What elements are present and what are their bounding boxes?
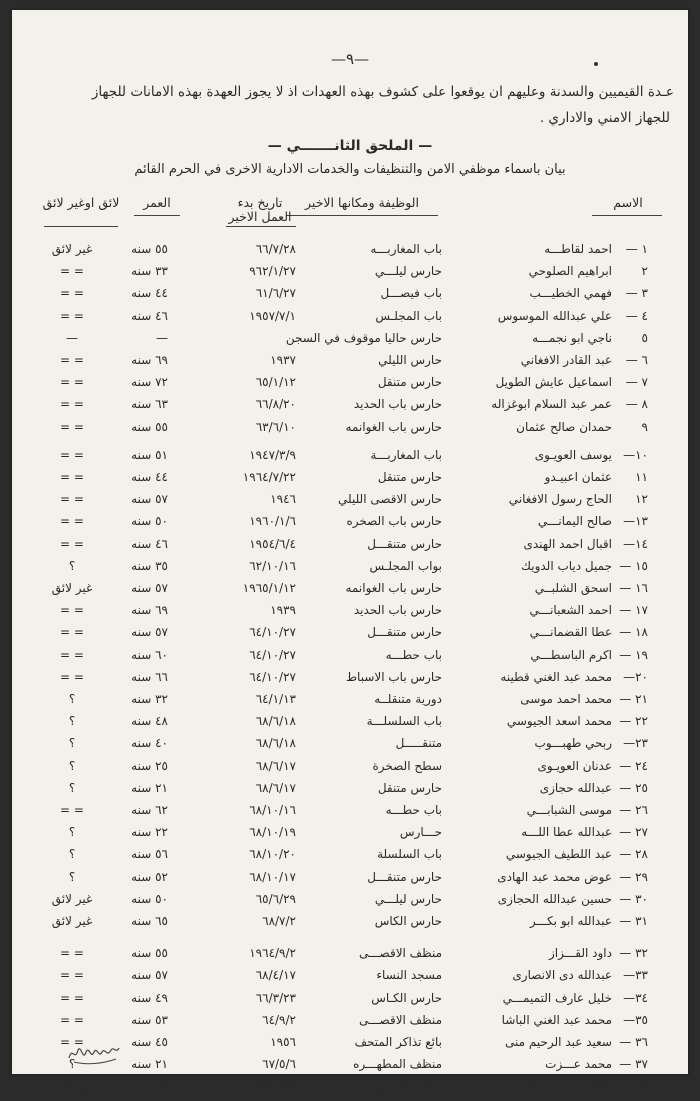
row-age: ٧٢ سنه <box>131 375 168 390</box>
header-name-underline <box>592 215 662 216</box>
row-name: عدنان العويـوى <box>537 758 612 773</box>
row-job: حارس ليلـــي <box>374 264 442 279</box>
row-job: باب حطـــه <box>385 647 442 662</box>
row-job: مسجد النساء <box>376 968 442 983</box>
row-index: ١٢ <box>635 492 648 507</box>
row-fitness: غير لائق <box>51 891 93 906</box>
row-job: متنقـــــل <box>395 736 442 751</box>
row-fitness: = = <box>60 419 84 434</box>
row-job: حارس الكاس <box>374 914 442 928</box>
row-job: حارس باب الصخره <box>346 514 442 529</box>
row-fitness: غير لائق <box>51 914 93 928</box>
row-fitness: ؟ <box>68 692 76 706</box>
table-row <box>12 1079 688 1101</box>
row-fitness: ؟ <box>68 780 76 795</box>
table-row <box>12 242 688 264</box>
row-age: ٦٩ سنه <box>131 603 168 618</box>
row-job: حارس باب الحديد <box>353 397 442 412</box>
row-age: ٦٢ سنه <box>131 803 168 817</box>
row-index: ٢٦ — <box>619 803 648 817</box>
row-start-date: ٦٥/٦/٢٩ <box>255 891 296 906</box>
row-index: ٢٣— <box>623 736 648 751</box>
row-age: ٥٠ سنه <box>131 891 168 906</box>
row-name: اكرم الباسطـــي <box>530 647 612 662</box>
row-index: ٢١ — <box>619 692 648 706</box>
row-name: ربحي طهبـــوب <box>534 736 612 751</box>
row-name: عبد اللطيف الجيوسي <box>505 847 612 862</box>
row-name: خليل عارف التميمـــي <box>502 990 612 1005</box>
header-date-underline <box>226 226 296 227</box>
row-age: ٣٢ سنه <box>131 692 168 706</box>
row-index: ٢ <box>641 264 648 279</box>
table-row <box>12 492 688 514</box>
row-fitness: = = <box>60 625 84 640</box>
table-row <box>12 825 688 847</box>
row-name: ابراهيم الصلوحي <box>528 264 612 279</box>
row-age: ٣٥ سنه <box>131 558 168 573</box>
row-age: ٦٩ سنه <box>131 353 168 367</box>
row-fitness: = = <box>60 264 84 279</box>
table-row <box>12 375 688 397</box>
row-fitness: = = <box>60 803 84 817</box>
row-age: ٥٠ سنه <box>131 514 168 529</box>
row-age: ٢٢ سنه <box>131 825 168 840</box>
row-index: ٣١ — <box>619 914 648 928</box>
header-fit: لائق اوغير لائق <box>42 195 120 210</box>
row-name: اسماعيل عايش الطويل <box>495 375 612 390</box>
row-name: عبدالله عطا اللـــه <box>521 825 612 840</box>
row-age: ٢٥ سنه <box>131 758 168 773</box>
row-job: حارس باب الغوانمه <box>345 581 442 595</box>
row-age: ٥٧ سنه <box>131 581 168 595</box>
row-start-date: ٦٤/١/١٣ <box>255 692 296 706</box>
row-name: محمد اسعد الجيوسي <box>506 714 612 729</box>
row-start-date: ١٩٤٧/٣/٩ <box>249 447 296 462</box>
row-fitness: ؟ <box>68 1057 76 1072</box>
row-start-date: ٦٨/١٠/٢٠ <box>249 847 296 862</box>
row-name: موسى الشبابـــي <box>526 803 612 817</box>
row-name: حمدان صالح عثمان <box>516 419 612 434</box>
row-name: عطا القضمانـــي <box>529 625 612 640</box>
row-start-date: ٦٤/١٠/٢٧ <box>249 647 296 662</box>
row-start-date: ٦٧/٤/٢٩ <box>255 1079 296 1094</box>
row-age: ٤٤ سنه <box>131 286 168 301</box>
row-fitness: غير لائق <box>51 242 93 256</box>
row-start-date: ٦٨/٦/١٨ <box>255 714 296 729</box>
row-index: ١٥ — <box>619 558 648 573</box>
table-row <box>12 914 688 936</box>
row-age: ٥٧ سنه <box>131 492 168 507</box>
row-name: سعيد عبد الرحيم منى <box>505 1035 612 1049</box>
row-index: ٣٤— <box>623 990 648 1005</box>
row-index: ٣٣— <box>623 968 648 983</box>
document-page <box>12 10 688 1094</box>
row-age: ٦٠ سنه <box>131 647 168 662</box>
table-row <box>12 670 688 692</box>
row-fitness: = = <box>60 990 84 1005</box>
intro-line-2: للجهاز الامني والاداري . <box>539 110 670 126</box>
row-age: ٦٥ سنه <box>131 914 168 928</box>
row-job: حارس الليلي <box>378 353 442 367</box>
row-start-date: ١٩٥٦ <box>270 1035 296 1049</box>
row-name: داود القـــزاز <box>549 946 612 961</box>
row-age: ٦٦ سنه <box>131 669 168 684</box>
row-name: اسحق الشلبــي <box>534 581 612 595</box>
row-fitness: = = <box>60 968 84 983</box>
table-row <box>12 892 688 914</box>
row-name: احمد لقاطـــه <box>544 242 612 256</box>
row-fitness: = = <box>60 669 84 684</box>
row-name: محمد عبد الغني قطينه <box>500 669 612 684</box>
table-row <box>12 714 688 736</box>
row-job: حارس متنقل <box>377 375 442 390</box>
row-index: ١٣— <box>623 514 648 529</box>
row-job: منظف الاقصـــى <box>359 1012 442 1027</box>
row-fitness: غير لائقه <box>50 1079 94 1094</box>
row-age: ٥١ سنه <box>131 447 168 462</box>
row-name: يوسف العويـوى <box>534 447 612 462</box>
row-start-date: ٦٨/١٠/١٩ <box>249 825 296 840</box>
row-name: اقبال احمد الهندى <box>523 536 612 551</box>
row-start-date: ٦٦/٧/٢٨ <box>255 242 296 256</box>
row-job: حارس متنقـــل <box>367 625 442 640</box>
table-row <box>12 537 688 559</box>
row-index: ٢٢ — <box>619 714 648 729</box>
row-age: ٥٥ سنه <box>131 419 168 434</box>
row-name: احمد الشعبانـــي <box>529 603 612 618</box>
row-age: ٢١ سنه <box>131 1057 168 1072</box>
row-fitness: = = <box>60 353 84 367</box>
row-fitness: = = <box>60 603 84 618</box>
row-job: باب المغاربـــه <box>370 242 442 256</box>
row-index: ٥ <box>641 330 648 345</box>
row-index: ١ — <box>625 242 648 256</box>
row-index: ٣٠ — <box>619 891 648 906</box>
row-name: جميل دياب الدويك <box>521 558 612 573</box>
row-start-date: ٦٣/٦/١٠ <box>255 419 296 434</box>
row-start-date: ٦١/٦/٢٧ <box>255 286 296 301</box>
row-job: باب حطـــه <box>385 803 442 817</box>
row-fitness: = = <box>60 286 84 301</box>
row-fitness: — <box>66 330 78 345</box>
row-index: ١٤— <box>623 536 648 551</box>
row-fitness: = = <box>60 536 84 551</box>
row-age: ٦٦ سنه <box>131 1079 168 1094</box>
table-row <box>12 559 688 581</box>
table-row <box>12 309 688 331</box>
annex-title: — الملحق الثانـــــــي — <box>267 138 433 154</box>
row-index: ٢٨ — <box>619 847 648 862</box>
row-start-date: ٦٨/١٠/١٦ <box>249 803 296 817</box>
row-job: حارس متنقل <box>377 470 442 484</box>
table-row <box>12 264 688 286</box>
row-start-date: ٦٤/١٠/٢٧ <box>249 669 296 684</box>
table-row <box>12 870 688 892</box>
row-name: محمد عـــزت <box>545 1057 612 1072</box>
row-age: ٤٤ سنه <box>131 470 168 484</box>
table-row <box>12 991 688 1013</box>
header-age-underline <box>134 215 180 216</box>
row-fitness: = = <box>60 447 84 462</box>
row-job: حارس الاقصى الليلي <box>337 492 442 507</box>
row-fitness: = = <box>60 470 84 484</box>
row-index: ٢٠— <box>623 669 648 684</box>
row-start-date: ٦٨/٦/١٧ <box>255 780 296 795</box>
row-index: ٤ — <box>625 308 648 323</box>
row-age: ٤٠ سنه <box>131 736 168 751</box>
row-name: عبدالله حجازى <box>539 780 612 795</box>
row-job: حارس ليلـــي <box>374 891 442 906</box>
row-index: ٨ — <box>625 397 648 412</box>
row-name: عبد القادر الافغاني <box>520 353 612 367</box>
row-age: ٣٣ سنه <box>131 264 168 279</box>
row-fitness: = = <box>60 946 84 961</box>
intro-line-1: عـدة القيميين والسدنة وعليهم ان يوقعوا على كشوف بهذه العهدات اذ لا يجوز العهدة بهذه الامانات للجهاز <box>91 84 674 100</box>
row-fitness: ؟ <box>68 714 76 729</box>
row-index: ٢٤ — <box>619 758 648 773</box>
row-job: منظف الاقصـــى <box>359 946 442 961</box>
table-row <box>12 625 688 647</box>
list-subtitle: بيان باسماء موظفي الامن والتنظيفات والخدمات الادارية الاخرى في الحرم القائم <box>134 162 566 177</box>
row-age: — <box>156 330 168 345</box>
row-name: صالح اليمانـــي <box>537 514 612 529</box>
row-index: ٧ — <box>625 375 648 390</box>
row-fitness: = = <box>60 308 84 323</box>
row-age: ٥٦ سنه <box>131 847 168 862</box>
row-age: ٤٥ سنه <box>131 1035 168 1049</box>
row-fitness: = = <box>60 397 84 412</box>
row-start-date: ٦٢/١٠/١٦ <box>249 558 296 573</box>
row-age: ٢١ سنه <box>131 780 168 795</box>
row-fitness: غير لائق <box>51 581 93 595</box>
row-job: باب فيصـــل <box>380 286 442 301</box>
row-age: ٥٧ سنه <box>131 625 168 640</box>
row-index: ٣٧ — <box>619 1057 648 1072</box>
table-row <box>12 781 688 803</box>
row-index: ٢٩ — <box>619 869 648 884</box>
row-name: الحاج رسول الافغاني <box>508 492 612 507</box>
row-name: حسين عبدالله الحجازى <box>497 891 612 906</box>
row-name: فاطمه عبد السلام بدر <box>503 1079 612 1094</box>
table-row <box>12 946 688 968</box>
row-job: حارس باب الحديد <box>353 603 442 618</box>
row-job: باب المغاربـــة <box>370 447 442 462</box>
row-job: باب المجلـس <box>375 308 442 323</box>
table-row <box>12 420 688 442</box>
row-name: عمر عبد السلام ابوغزاله <box>491 397 612 412</box>
table-row <box>12 397 688 419</box>
row-age: ٥٧ سنه <box>131 968 168 983</box>
row-index: ١٧ — <box>619 603 648 618</box>
row-fitness: = = <box>60 514 84 529</box>
row-start-date: ٦٨/٦/١٨ <box>255 736 296 751</box>
row-name: محمد عبد الغني الباشا <box>501 1012 612 1027</box>
row-age: ٥٥ سنه <box>131 946 168 961</box>
row-index: ٦ — <box>625 353 648 367</box>
table-row <box>12 847 688 869</box>
row-start-date: ٦٧/٥/٦ <box>262 1057 296 1072</box>
row-start-date: ٦٦/٣/٢٣ <box>255 990 296 1005</box>
row-age: ٤٦ سنه <box>131 308 168 323</box>
row-index: ١٨ — <box>619 625 648 640</box>
table-row <box>12 470 688 492</box>
row-start-date: ١٩٣٩ <box>270 603 296 618</box>
row-fitness: = = <box>60 1012 84 1027</box>
table-row <box>12 692 688 714</box>
row-start-date: ٦٨/٧/٢ <box>262 914 296 928</box>
row-start-date: ٦٨/٤/١٧ <box>255 968 296 983</box>
row-name: عثمان اعبيـدو <box>544 470 612 484</box>
row-name: محمد احمد موسى <box>520 692 612 706</box>
table-row <box>12 331 688 353</box>
row-fitness: = = <box>60 492 84 507</box>
row-start-date: ١٩٤٦ <box>270 492 296 507</box>
table-row <box>12 603 688 625</box>
row-start-date: ٦٦/٨/٢٠ <box>255 397 296 412</box>
row-job: حارس باب الغوانمه <box>345 419 442 434</box>
row-job: بائع تذاكر المتحف <box>354 1035 442 1049</box>
row-index: ١٠— <box>623 447 648 462</box>
table-row <box>12 736 688 758</box>
row-age: ٥٥ سنه <box>131 242 168 256</box>
row-job: سطح الصخرة <box>372 758 442 773</box>
row-index: ٣٨ — <box>619 1079 648 1094</box>
row-start-date: ٦٨/١٠/١٧ <box>249 869 296 884</box>
header-job-underline <box>286 215 438 216</box>
table-row <box>12 803 688 825</box>
row-name: عوض محمد عبد الهادى <box>497 869 612 884</box>
row-fitness: = = <box>60 1035 84 1049</box>
table-row <box>12 448 688 470</box>
row-job: حارس باب الاسباط <box>345 669 442 684</box>
row-start-date: ٦٤/٩/٢ <box>262 1012 296 1027</box>
row-index: ٢٥ — <box>619 780 648 795</box>
row-job: حـــارس <box>399 825 442 840</box>
table-row <box>12 648 688 670</box>
ink-dot <box>594 62 598 66</box>
row-age: ٤٩ سنه <box>131 990 168 1005</box>
row-job: حارس الكـاس <box>371 990 442 1005</box>
table-row <box>12 286 688 308</box>
row-index: ٢٧ — <box>619 825 648 840</box>
row-start-date: ١٩٦٤/٩/٢ <box>249 946 296 961</box>
row-start-date: ١٩٥٤/٦/٤ <box>249 536 296 551</box>
header-fit-underline <box>44 226 118 227</box>
row-start-date: ٦٥/١/١٢ <box>255 375 296 390</box>
row-name: فهمي الخطيـــب <box>529 286 612 301</box>
row-job: حارس حاليا موقوف في السجن <box>285 330 442 345</box>
row-job: حارس متنقل <box>377 780 442 795</box>
row-age: ٤٨ سنه <box>131 714 168 729</box>
table-row <box>12 581 688 603</box>
row-start-date: ١٩٦٤/٧/٢٢ <box>242 470 296 484</box>
row-name: عبدالله دى الانصارى <box>512 968 612 983</box>
row-index: ٣٥— <box>623 1012 648 1027</box>
row-name: ناجي ابو نجمـــه <box>532 330 612 345</box>
table-row <box>12 514 688 536</box>
row-start-date: ٦٤/١٠/٢٧ <box>249 625 296 640</box>
row-index: ٩ <box>641 419 648 434</box>
page-number: —٩— <box>330 50 370 68</box>
row-index: ١٦ — <box>619 581 648 595</box>
row-job: دورية متنقلــه <box>374 692 442 706</box>
row-age: ٦٣ سنه <box>131 397 168 412</box>
row-job: منظفه المطهـــره <box>353 1079 442 1094</box>
row-age: ٥٢ سنه <box>131 869 168 884</box>
table-row <box>12 353 688 375</box>
header-job: الوظيفة ومكانها الاخير <box>305 195 419 210</box>
row-start-date: ١٩٦٥/١/١٢ <box>242 581 296 595</box>
row-index: ٣٢ — <box>619 946 648 961</box>
row-job: حارس متنقـــل <box>367 536 442 551</box>
row-fitness: ؟ <box>68 825 76 840</box>
row-index: ٣ — <box>625 286 648 301</box>
row-job: حارس متنقـــل <box>367 869 442 884</box>
row-start-date: ٦٨/٦/١٧ <box>255 758 296 773</box>
row-job: باب السلسلة <box>377 847 442 862</box>
table-row <box>12 1013 688 1035</box>
row-fitness: ؟ <box>68 869 76 884</box>
row-fitness: ؟ <box>68 847 76 862</box>
row-fitness: ؟ <box>68 558 76 573</box>
row-fitness: = = <box>60 647 84 662</box>
row-name: عبدالله ابو بكـــر <box>529 914 612 928</box>
row-start-date: ٩٦٢/١/٢٧ <box>249 264 296 279</box>
row-index: ٣٦ — <box>619 1035 648 1049</box>
row-start-date: ١٩٥٧/٧/١ <box>249 308 296 323</box>
row-age: ٥٣ سنه <box>131 1012 168 1027</box>
row-fitness: = = <box>60 375 84 390</box>
row-job: بواب المجلـس <box>369 558 442 573</box>
header-name: الاسم <box>613 195 643 210</box>
table-row <box>12 759 688 781</box>
row-index: ١١ <box>635 470 648 484</box>
row-fitness: ؟ <box>68 758 76 773</box>
header-age: العمر <box>143 195 171 210</box>
row-age: ٤٦ سنه <box>131 536 168 551</box>
row-name: علي عبدالله الموسوس <box>497 308 612 323</box>
row-job: منظف المطهـــره <box>353 1057 442 1072</box>
header-date: تاريخ بدء العمل الاخير <box>228 195 292 224</box>
handwritten-initials-icon <box>66 1040 122 1066</box>
table-row <box>12 968 688 990</box>
row-start-date: ١٩٣٧ <box>270 353 296 367</box>
row-start-date: ١٩٦٠/١/٦ <box>249 514 296 529</box>
row-index: ١٩ — <box>619 647 648 662</box>
row-job: باب السلسلـــة <box>366 714 442 729</box>
row-fitness: ؟ <box>68 736 76 751</box>
